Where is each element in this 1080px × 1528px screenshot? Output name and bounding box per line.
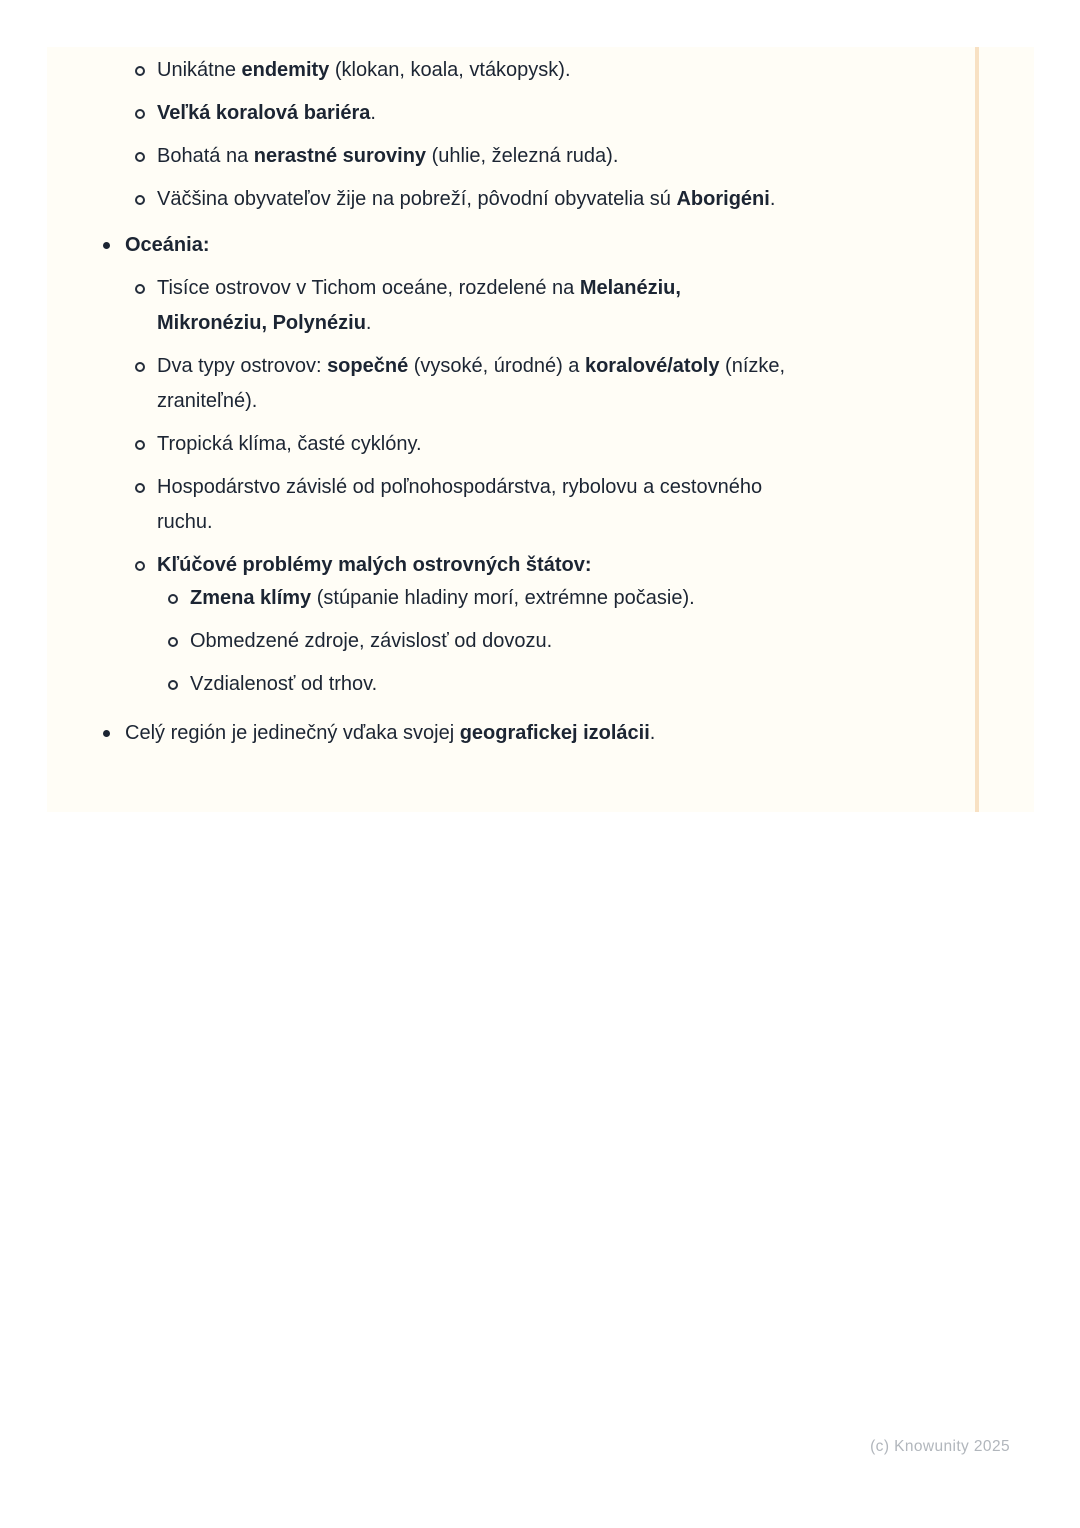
text-segment: Zmena klímy	[190, 587, 312, 609]
text-segment: Obmedzené zdroje, závislosť od dovozu.	[190, 630, 553, 652]
text-segment: endemity	[241, 59, 330, 81]
text-segment: Oceánia:	[125, 234, 210, 256]
bullet-circle-icon	[135, 284, 145, 294]
bullet-circle-icon	[168, 594, 178, 604]
text-segment: (stúpanie hladiny morí, extrémne počasie).	[311, 587, 695, 609]
text-segment: .	[370, 102, 376, 124]
notes-page	[47, 47, 1034, 812]
text-segment: Väčšina obyvateľov žije na pobreží, pôvodní obyvatelia sú	[157, 188, 677, 210]
list-item	[47, 716, 1034, 751]
bullet-circle-icon	[135, 152, 145, 162]
bullet-circle-icon	[135, 440, 145, 450]
text-segment: (uhlie, železná ruda).	[426, 145, 619, 167]
list-item	[47, 427, 857, 462]
list-item	[47, 349, 847, 419]
text-segment: (nízke, zraniteľné).	[157, 355, 786, 412]
text-segment: Tropická klíma, časté cyklóny.	[157, 433, 422, 455]
text-segment: koralové/atoly	[584, 355, 720, 377]
text-segment: Tisíce ostrovov v Tichom oceáne, rozdelené na	[157, 277, 580, 299]
bullet-disc-icon	[103, 242, 110, 249]
text-segment: Celý región je jedinečný vďaka svojej	[125, 722, 460, 744]
bullet-disc-icon	[103, 730, 110, 737]
text-segment: Veľká koralová bariéra	[157, 102, 371, 124]
bullet-circle-icon	[168, 637, 178, 647]
text-segment: Hospodárstvo závislé od poľnohospodárstva, rybolovu a cestovného ruchu.	[157, 476, 763, 533]
list-item	[47, 581, 1034, 616]
text-segment: .	[365, 312, 372, 334]
text-segment: nerastné suroviny	[253, 145, 427, 167]
text-segment: geografickej izolácii	[459, 722, 650, 744]
text-segment: sopečné	[327, 355, 409, 377]
text-segment: (vysoké, úrodné) a	[408, 355, 585, 377]
list-item	[47, 96, 857, 131]
text-segment: Dva typy ostrovov:	[157, 355, 328, 377]
bullet-circle-icon	[135, 561, 145, 571]
bullet-circle-icon	[135, 195, 145, 205]
list-item	[47, 470, 777, 540]
text-segment: Bohatá na	[157, 145, 254, 167]
bullet-circle-icon	[135, 109, 145, 119]
list-item	[47, 271, 717, 341]
text-segment: Aborigéni	[676, 188, 770, 210]
text-segment: Melanéziu, Mikronéziu, Polynéziu	[157, 277, 681, 334]
notes-list	[47, 53, 1034, 751]
list-item	[47, 667, 1034, 702]
bullet-circle-icon	[135, 362, 145, 372]
text-segment: Vzdialenosť od trhov.	[190, 673, 378, 695]
list-item-key-problems-heading	[47, 548, 857, 583]
list-item	[47, 53, 857, 88]
bullet-circle-icon	[135, 66, 145, 76]
text-segment: .	[769, 188, 776, 210]
list-item-oceania-heading	[47, 228, 1034, 263]
text-segment: Unikátne	[157, 59, 242, 81]
notes-content	[47, 53, 1034, 759]
bullet-circle-icon	[135, 483, 145, 493]
list-item	[47, 624, 1034, 659]
footer-copyright: (c) Knowunity 2025	[870, 1438, 1010, 1455]
bullet-circle-icon	[168, 680, 178, 690]
text-segment: Kľúčové problémy malých ostrovných štátov:	[157, 554, 592, 576]
text-segment: .	[649, 722, 656, 744]
text-segment: (klokan, koala, vtákopysk).	[329, 59, 571, 81]
list-item	[47, 182, 857, 217]
list-item	[47, 139, 857, 174]
